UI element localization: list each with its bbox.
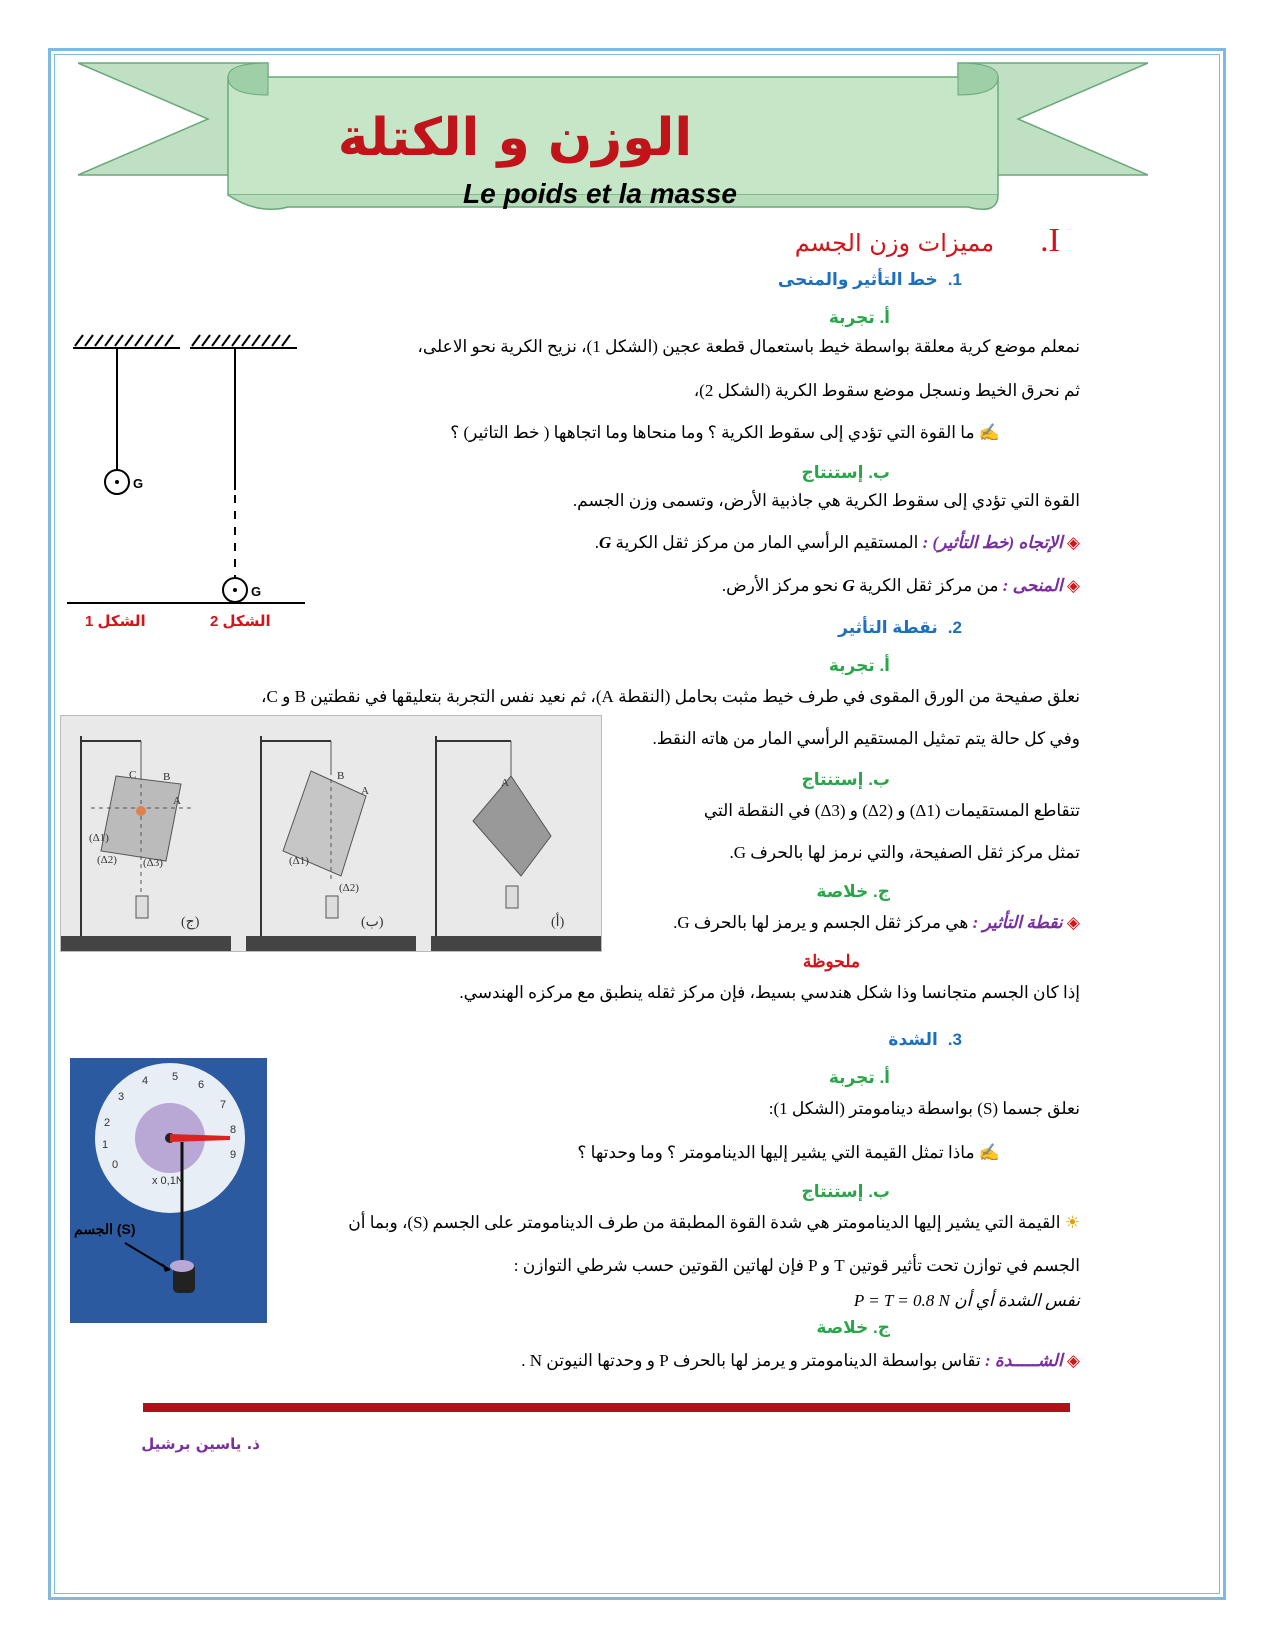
ball-g-label: G — [133, 476, 144, 491]
subsection-1-heading: 1.خط التأثير والمنحى — [777, 270, 962, 289]
sub3-experiment-label: أ. تجربة — [828, 1068, 890, 1087]
sub3-summary-label: ج. خلاصة — [816, 1318, 890, 1337]
svg-text:(Δ1): (Δ1) — [289, 855, 309, 867]
pencil-icon: ✍ — [978, 1143, 1000, 1162]
dynamometer-photo — [70, 1058, 267, 1323]
svg-text:(Δ1): (Δ1) — [89, 832, 109, 844]
svg-text:(ج): (ج) — [181, 915, 200, 930]
sub2-point-of-application: ◈ نقطة التأثير : هي مركز ثقل الجسم و يرمز لها بالحرف G. — [673, 913, 1080, 932]
svg-text:4: 4 — [142, 1075, 149, 1087]
page-title-fr: Le poids et la masse — [463, 178, 737, 209]
svg-text:3: 3 — [118, 1091, 125, 1103]
sub3-conclusion-line2: الجسم في توازن تحت تأثير قوتين T و P فإن لهاتين القوتين حسب شرطي التوازن : — [513, 1256, 1080, 1275]
page-title-ar: الوزن و الكتلة — [337, 108, 693, 168]
author-signature: ذ. ياسين برشيل — [141, 1435, 260, 1453]
svg-text:7: 7 — [220, 1099, 227, 1111]
svg-text:(Δ2): (Δ2) — [339, 882, 359, 894]
sub3-experiment-line: نعلق جسما (S) بواسطة دينامومتر (الشكل 1): — [768, 1099, 1080, 1118]
sub1-sense: ◈ المنحى : من مركز ثقل الكرية G نحو مركز الأرض. — [721, 576, 1080, 595]
svg-text:(Δ3): (Δ3) — [143, 857, 163, 869]
pencil-icon: ✍ — [978, 423, 1000, 442]
diamond-icon: ◈ — [1066, 533, 1080, 552]
sub3-conclusion-line1: ☀ القيمة التي يشير إليها الدينامومتر هي شدة القوة المطبقة من طرف الدينامومتر على الجسم (S)، وبما أن — [348, 1213, 1080, 1232]
sub2-experiment-line2: وفي كل حالة يتم تمثيل المستقيم الرأسي المار من هاته النقط. — [652, 729, 1080, 748]
sub2-experiment-label: أ. تجربة — [828, 656, 890, 675]
sub3-conclusion-line3: نفس الشدة أي أن P = T = 0.8 N — [853, 1291, 1080, 1310]
cardboard-photos — [60, 715, 602, 952]
sub2-experiment-line1: نعلق صفيحة من الورق المقوى في طرف خيط مثبت بحامل (النقطة A)، ثم نعيد نفس التجربة بتعليقها في نقطتين B و C، — [261, 687, 1080, 706]
sub3-conclusion-label: ب. إستنتاج — [801, 1182, 890, 1201]
sub2-conclusion-line1: تتقاطع المستقيمات (Δ1) و (Δ2) و (Δ3) في النقطة التي — [703, 801, 1080, 820]
note-label: ملحوظة — [802, 952, 860, 971]
sub1-experiment-line1: نمعلم موضع كرية معلقة بواسطة خيط باستعمال قطعة عجين (الشكل 1)، نزيح الكرية نحو الاعلى، — [417, 337, 1080, 356]
svg-text:A: A — [173, 795, 181, 807]
sub3-intensity: ◈ الشـــــدة : تقاس بواسطة الدينامومتر و يرمز لها بالحرف P و وحدتها النيوتن N . — [521, 1351, 1080, 1370]
note-text: إذا كان الجسم متجانسا وذا شكل هندسي بسيط، فإن مركز ثقله ينطبق مع مركزه الهندسي. — [459, 983, 1080, 1002]
subsection-2-heading: 2.نقطة التأثير — [838, 618, 962, 637]
svg-text:5: 5 — [172, 1071, 179, 1083]
diamond-icon: ◈ — [1066, 1351, 1080, 1370]
figure-2-label: الشكل 2 — [210, 613, 271, 630]
svg-text:6: 6 — [198, 1079, 205, 1091]
section-title — [700, 222, 1060, 262]
sub3-question: ✍ ماذا تمثل القيمة التي يشير إليها الدينامومتر ؟ وما وحدتها ؟ — [577, 1143, 1000, 1162]
svg-text:A: A — [501, 777, 509, 789]
ball-g-label-2: G — [251, 584, 262, 599]
sub1-question: ✍ ما القوة التي تؤدي إلى سقوط الكرية ؟ وما منحاها وما اتجاهها ( خط التاثير) ؟ — [450, 423, 1000, 442]
figure-1-label: الشكل 1 — [85, 613, 146, 630]
svg-text:B: B — [337, 770, 345, 782]
svg-text:(Δ2): (Δ2) — [97, 854, 117, 866]
sub1-experiment-line2: ثم نحرق الخيط ونسجل موضع سقوط الكرية (الشكل 2)، — [693, 381, 1080, 400]
diamond-icon: ◈ — [1066, 913, 1080, 932]
section-numeral: I. — [1040, 222, 1060, 259]
footer-rule — [143, 1403, 1070, 1412]
sub2-conclusion-line2: تمثل مركز ثقل الصفيحة، والتي نرمز لها بالحرف G. — [729, 843, 1080, 862]
sub2-summary-label: ج. خلاصة — [816, 882, 890, 901]
sun-icon: ☀ — [1064, 1213, 1080, 1232]
svg-text:B: B — [163, 771, 171, 783]
svg-text:1: 1 — [102, 1139, 109, 1151]
svg-text:A: A — [361, 785, 369, 797]
section-title-text: مميزات وزن الجسم — [794, 229, 995, 257]
pendulum-figure — [65, 330, 310, 620]
sub1-experiment-label: أ. تجربة — [828, 308, 890, 327]
sub1-direction: ◈ الإتجاه (خط التأثير) : المستقيم الرأسي المار من مركز ثقل الكرية G. — [594, 533, 1080, 552]
svg-text:x 0,1N: x 0,1N — [152, 1175, 184, 1187]
subsection-3-heading: 3.الشدة — [888, 1030, 962, 1049]
svg-text:(أ): (أ) — [551, 915, 565, 930]
svg-text:2: 2 — [104, 1117, 111, 1129]
sub1-conclusion-label: ب. إستنتاج — [801, 463, 890, 482]
svg-text:8: 8 — [230, 1124, 237, 1136]
dynamometer-body-label: الجسم (S) — [74, 1221, 136, 1237]
sub1-conclusion-line: القوة التي تؤدي إلى سقوط الكرية هي جاذبية الأرض، وتسمى وزن الجسم. — [572, 491, 1080, 510]
sub2-conclusion-label: ب. إستنتاج — [801, 770, 890, 789]
svg-text:(ب): (ب) — [361, 915, 384, 930]
svg-text:0: 0 — [112, 1159, 119, 1171]
diamond-icon: ◈ — [1066, 576, 1080, 595]
svg-text:9: 9 — [230, 1149, 237, 1161]
svg-text:C: C — [129, 769, 137, 781]
